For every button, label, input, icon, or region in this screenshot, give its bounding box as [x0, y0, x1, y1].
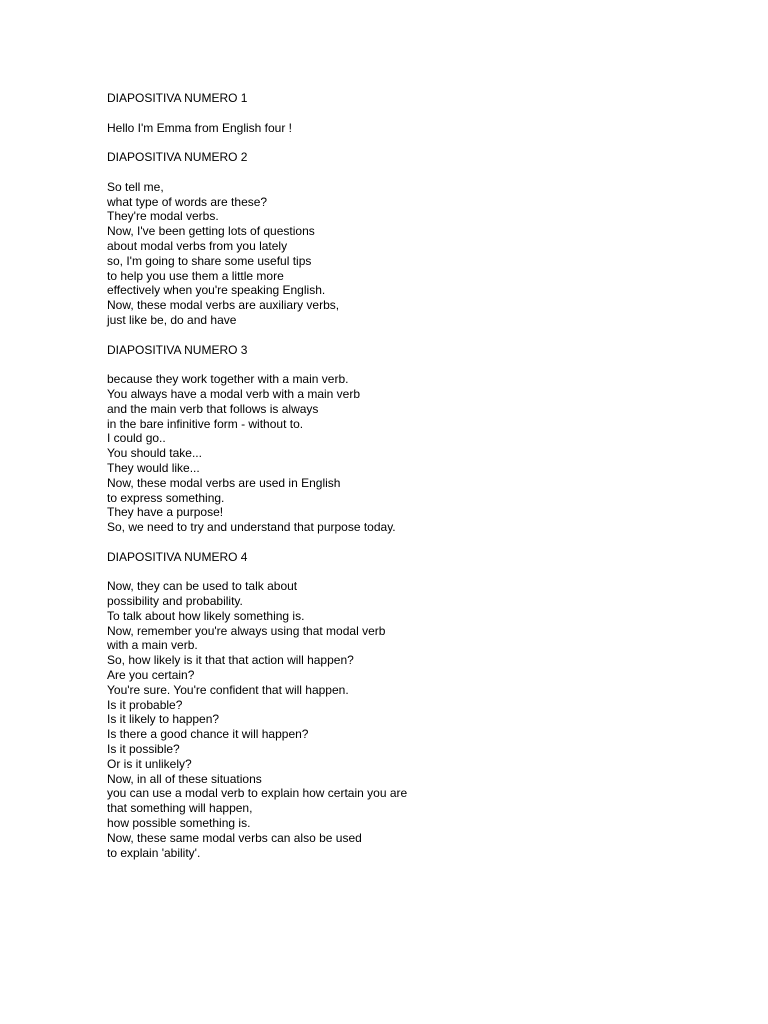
body-line: Now, these same modal verbs can also be used: [107, 830, 362, 845]
body-line: effectively when you're speaking English.: [107, 283, 326, 298]
body-line: to explain 'ability'.: [107, 845, 201, 860]
body-line: You're sure. You're confident that will happen.: [107, 682, 349, 697]
body-line: Now, remember you're always using that modal verb: [107, 623, 386, 638]
body-line: So, we need to try and understand that purpose today.: [107, 520, 396, 535]
body-line: to help you use them a little more: [107, 268, 284, 283]
body-line: Now, they can be used to talk about: [107, 579, 298, 594]
body-line: just like be, do and have: [107, 312, 237, 327]
body-line: Are you certain?: [107, 668, 195, 683]
heading-text: DIAPOSITIVA NUMERO 4: [107, 549, 248, 564]
section-body: [107, 121, 707, 136]
body-line: Or is it unlikely?: [107, 756, 192, 771]
body-line: how possible something is.: [107, 816, 251, 831]
body-line: You always have a modal verb with a main verb: [107, 386, 361, 401]
section-body: [107, 180, 707, 328]
body-line: with a main verb.: [107, 638, 198, 653]
body-line: Is there a good chance it will happen?: [107, 727, 309, 742]
body-line: You should take...: [107, 446, 202, 461]
body-line: They would like...: [107, 460, 200, 475]
body-line: Hello I'm Emma from English four !: [107, 120, 293, 135]
heading-text: DIAPOSITIVA NUMERO 3: [107, 342, 248, 357]
body-line: Now, these modal verbs are used in English: [107, 475, 341, 490]
section-heading: [107, 91, 707, 106]
body-line: what type of words are these?: [107, 194, 268, 209]
body-line: about modal verbs from you lately: [107, 238, 288, 253]
body-line: and the main verb that follows is always: [107, 401, 319, 416]
heading-text: DIAPOSITIVA NUMERO 2: [107, 150, 248, 165]
body-line: They have a purpose!: [107, 505, 224, 520]
body-line: Now, in all of these situations: [107, 771, 262, 786]
heading-text: DIAPOSITIVA NUMERO 1: [107, 91, 248, 105]
body-line: So tell me,: [107, 179, 164, 194]
document-page: [107, 91, 707, 875]
body-line: So, how likely is it that that action will happen?: [107, 653, 354, 668]
body-line: Is it likely to happen?: [107, 712, 220, 727]
body-line: Now, these modal verbs are auxiliary verbs,: [107, 298, 340, 313]
section-heading: [107, 343, 707, 358]
body-line: To talk about how likely something is.: [107, 608, 305, 623]
body-line: They're modal verbs.: [107, 209, 219, 224]
body-line: that something will happen,: [107, 801, 253, 816]
body-line: Now, I've been getting lots of questions: [107, 224, 315, 239]
body-line: you can use a modal verb to explain how certain you are: [107, 786, 408, 801]
section-body: [107, 579, 707, 860]
body-line: so, I'm going to share some useful tips: [107, 253, 312, 268]
body-line: in the bare infinitive form - without to.: [107, 416, 304, 431]
body-line: because they work together with a main verb.: [107, 372, 349, 387]
section-heading: [107, 150, 707, 165]
body-line: Is it possible?: [107, 742, 180, 757]
body-line: Is it probable?: [107, 697, 183, 712]
section-heading: [107, 550, 707, 565]
body-line: possibility and probability.: [107, 594, 243, 609]
body-line: to express something.: [107, 490, 225, 505]
body-line: I could go..: [107, 431, 166, 446]
section-body: [107, 372, 707, 535]
